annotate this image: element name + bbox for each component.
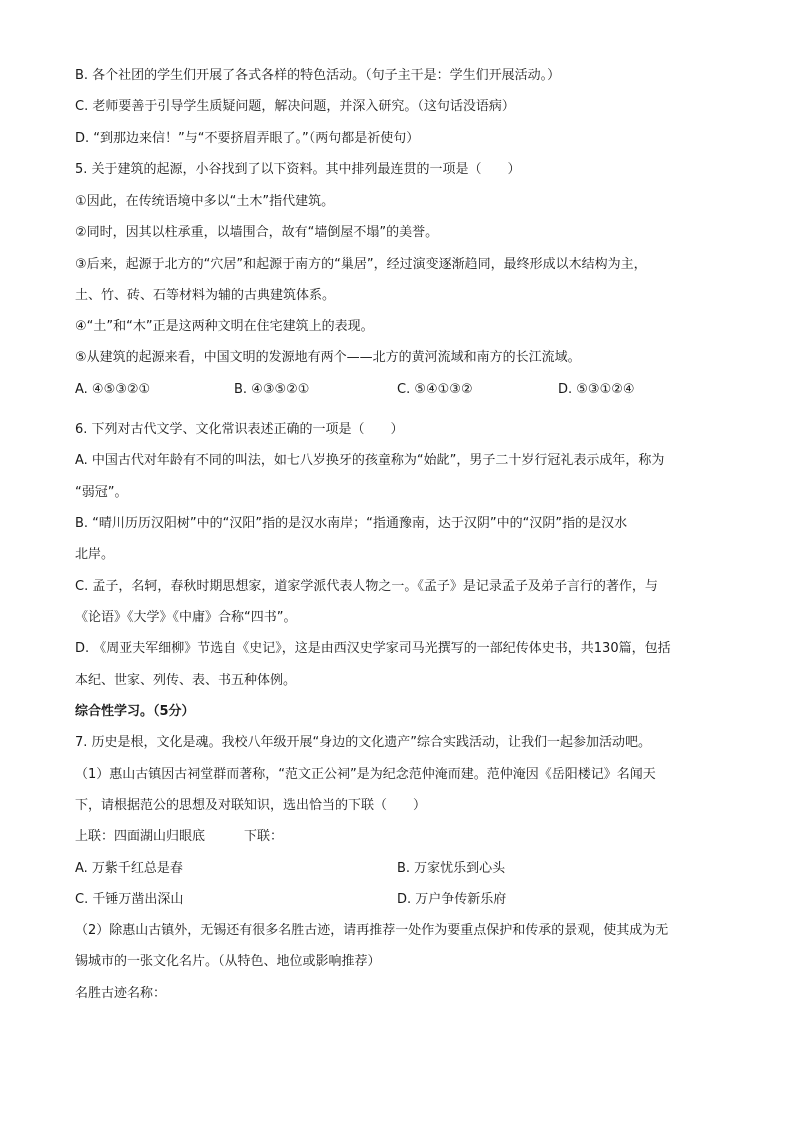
q6-option-d-cont: 本纪、世家、列传、表、书五种体例。	[75, 673, 297, 688]
q5-option-b: B. ④③⑤②①	[234, 382, 310, 397]
section-heading: 综合性学习。（5分）	[75, 704, 195, 719]
q6-option-a-cont: “弱冠”。	[75, 485, 128, 500]
q5-sentence-2: ②同时，因其以柱承重，以墙围合，故有“墙倒屋不塌”的美誉。	[75, 225, 439, 240]
q5-stem: 5. 关于建筑的起源，小谷找到了以下资料。其中排列最连贯的一项是（ ）	[75, 162, 521, 177]
q6-option-b-cont: 北岸。	[75, 547, 115, 562]
q5-option-d: D. ⑤③①②④	[558, 382, 635, 397]
q6-option-a: A. 中国古代对年龄有不同的叫法，如七八岁换牙的孩童称为“始龀”，男子二十岁行冠礼表示成年，称为	[75, 453, 665, 468]
q6-option-c-cont: 《论语》《大学》《中庸》合称“四书”。	[75, 610, 297, 625]
q5-option-a: A. ④⑤③②①	[75, 382, 151, 397]
q5-sentence-5: ⑤从建筑的起源来看，中国文明的发源地有两个——北方的黄河流域和南方的长江流域。	[75, 350, 581, 365]
q7-option-a: A. 万紫千红总是春	[75, 861, 183, 876]
q6-option-d: D. 《周亚夫军细柳》节选自《史记》，这是由西汉史学家司马光撰写的一部纪传体史书，共130篇，包括	[75, 641, 671, 656]
q7-option-d: D. 万户争传新乐府	[397, 892, 507, 907]
q7-part1: （1）惠山古镇因古祠堂群而著称，“范文正公祠”是为纪念范仲淹而建。范仲淹因《岳阳楼记》名闻天	[75, 767, 656, 782]
q7-part2: （2）除惠山古镇外，无锡还有很多名胜古迹，请再推荐一处作为要重点保护和传承的景观，使其成为无	[75, 923, 669, 938]
q5-sentence-3-cont: 土、竹、砖、石等材料为辅的古典建筑体系。	[75, 288, 336, 303]
q5-sentence-1: ①因此，在传统语境中多以“土木”指代建筑。	[75, 194, 335, 209]
q6-option-b: B. “晴川历历汉阳树”中的“汉阳”指的是汉水南岸；“指通豫南，达于汉阴”中的“汉阴”指的是汉水	[75, 516, 628, 531]
q5-sentence-4: ④“土”和“木”正是这两种文明在住宅建筑上的表现。	[75, 319, 374, 334]
q7-option-c: C. 千锤万凿出深山	[75, 892, 184, 907]
q4-option-b: B. 各个社团的学生们开展了各式各样的特色活动。（句子主干是：学生们开展活动。）	[75, 68, 561, 83]
q4-option-c: C. 老师要善于引导学生质疑问题，解决问题，并深入研究。（这句话没语病）	[75, 99, 515, 114]
q7-part1-cont: 下，请根据范公的思想及对联知识，选出恰当的下联（ ）	[75, 798, 427, 813]
q7-part2-cont: 锡城市的一张文化名片。（从特色、地位或影响推荐）	[75, 954, 381, 969]
q4-option-d: D. “到那边来信！”与“不要挤眉弄眼了。”（两句都是祈使句）	[75, 131, 420, 146]
q6-option-c: C. 孟子，名轲，春秋时期思想家，道家学派代表人物之一。《孟子》是记录孟子及弟子言行的著作，与	[75, 579, 658, 594]
q6-stem: 6. 下列对古代文学、文化常识表述正确的一项是（ ）	[75, 422, 404, 437]
q5-option-c: C. ⑤④①③②	[397, 382, 473, 397]
q7-option-b: B. 万家忧乐到心头	[397, 861, 506, 876]
scenic-spot-name-label: 名胜古迹名称：	[75, 986, 167, 1001]
q5-sentence-3: ③后来，起源于北方的“穴居”和起源于南方的“巢居”，经过演变逐渐趋同，最终形成以木结构为主，	[75, 257, 647, 272]
q7-couplet-upper: 上联：四面湖山归眼底 下联：	[75, 829, 284, 844]
q7-stem: 7. 历史是根，文化是魂。我校八年级开展“身边的文化遗产”综合实践活动，让我们一起参加活动吧。	[75, 735, 652, 750]
